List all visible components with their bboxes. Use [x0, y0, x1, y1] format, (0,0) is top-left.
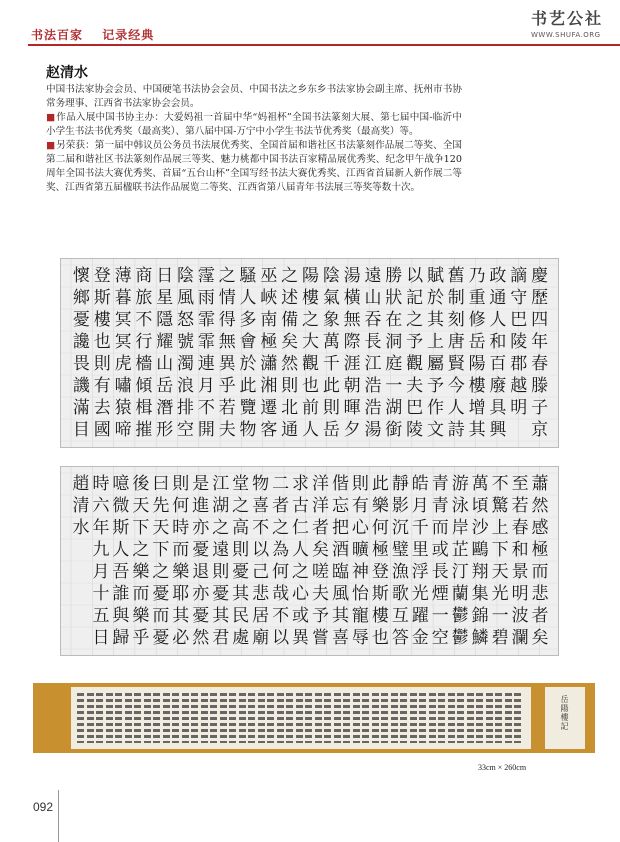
calligraphy-column: 曰先天下之憂而憂: [152, 474, 170, 648]
scroll-text-column: [391, 693, 398, 743]
scroll-text-column: [163, 693, 170, 743]
scroll-text-column: [486, 693, 493, 743]
calligraphy-column: 則何時而樂耶其必: [172, 474, 190, 648]
site-logo: [531, 6, 609, 40]
scroll-text-column: [77, 693, 84, 743]
bio-awards-paragraph: [46, 139, 462, 195]
calligraphy-column: 騷人多會於此覽物: [239, 266, 257, 440]
calligraphy-column: 乃重修岳陽樓增其: [468, 266, 486, 440]
scroll-text-column: [353, 693, 360, 743]
scroll-text-column: [296, 693, 303, 743]
square-bullet-icon: ■: [46, 140, 56, 151]
scroll-text-column: [134, 693, 141, 743]
scroll-text-column: [258, 693, 265, 743]
calligraphy-column: 游泳岸芷汀蘭鬱鬱: [451, 474, 469, 648]
header-divider: [28, 44, 620, 46]
scroll-text-column: [210, 693, 217, 743]
page-number-rule: [58, 790, 59, 842]
calligraphy-column: 青青而或長煙一空: [431, 474, 449, 648]
scroll-text-column: [457, 693, 464, 743]
calligraphy-column: 皓月千里浮光躍金: [411, 474, 429, 648]
scroll-title: 岳陽樓記: [560, 695, 569, 731]
calligraphy-column: 慶歷四年春滕子京: [531, 266, 549, 440]
scroll-text-column: [220, 693, 227, 743]
calligraphy-column: 日星隱耀山岳潛形: [156, 266, 174, 440]
scroll-text-column: [495, 693, 502, 743]
calligraphy-column: 政通人和百廢具興: [489, 266, 507, 440]
calligraphy-column: 陽樓之大觀也前人: [302, 266, 319, 440]
calligraphy-column: 後天下之樂而樂乎: [132, 474, 150, 648]
scroll-text-column: [267, 693, 274, 743]
calligraphy-column: 洋洋者矣嗟夫予嘗: [311, 474, 329, 648]
scroll-text-column: [239, 693, 246, 743]
scroll-text-column: [144, 693, 151, 743]
section-breadcrumb: [31, 26, 168, 43]
scroll-text-column: [153, 693, 160, 743]
calligraphy-column: 是進亦憂退亦憂然: [192, 474, 210, 648]
square-bullet-icon: ■: [46, 112, 56, 123]
scroll-text-column: [106, 693, 113, 743]
calligraphy-column: 登斯樓也則有去國: [93, 266, 111, 440]
calligraphy-panel-bottom: [60, 466, 559, 656]
calligraphy-column: 則有心曠神怡寵辱: [351, 474, 369, 648]
calligraphy-column: 懷鄉憂讒畏譏滿目: [72, 266, 90, 440]
calligraphy-column: 蕭然感極而悲者矣: [531, 474, 549, 648]
scroll-text-column: [324, 693, 331, 743]
calligraphy-column: 霪雨霏霏連月不開: [197, 266, 215, 440]
scroll-text-column: [96, 693, 103, 743]
scroll-text-column: [438, 693, 445, 743]
scroll-text-column: [400, 693, 407, 743]
calligraphy-column: 求古仁人之心或異: [292, 474, 310, 648]
calligraphy-column: 巫峽南極瀟湘遷客: [260, 266, 278, 440]
scroll-text-column: [87, 693, 94, 743]
calligraphy-column: 堂之高則憂其民處: [232, 474, 250, 648]
calligraphy-column: 時六年九月十五日: [92, 474, 110, 648]
scroll-paper: [71, 687, 531, 749]
scroll-text-column: [372, 693, 379, 743]
scroll-text-column: [182, 693, 189, 743]
scroll-text-column: [362, 693, 369, 743]
calligraphy-column: 遠山吞長江浩浩湯: [364, 266, 382, 440]
bio-awards: 另荣获：第一届中韩议员公务员书法展优秀奖、全国首届和谐社区书法篆刻作品展二等奖、全国第二届和谐社区书法篆刻作品展三等奖、魅力桃都中国书法百家精品展优秀奖、纪念甲午战争120周年全国书法大赛优秀奖、首届“五台山杯”全国写经书法大赛优秀奖、江西省首届新人新作展二等奖、江西省第五届楹联书法作品展览二等奖、江西省第八届青年书法展三等奖等数十次。: [46, 140, 462, 193]
bio-exhibitions: 作品入展中国书协主办：大爱妈祖一首届中华“妈祖杯”全国书法篆刻大展、第七届中国-临沂中小学生书法书优秀奖（最高奖）、第八届中国-万宁中小学生书法节优秀奖（最高奖）等。: [46, 112, 462, 137]
calligraphy-column: 商旅不行檣傾楫摧: [135, 266, 153, 440]
calligraphy-column: 噫微斯人吾誰與歸: [112, 474, 130, 648]
bio-exhibitions-paragraph: [46, 111, 462, 139]
artwork-size: 33cm × 260cm: [478, 763, 527, 772]
scroll-text-column: [334, 693, 341, 743]
subsection-title: 记录经典: [102, 28, 155, 42]
calligraphy-column: 謫守巴陵郡越明: [510, 266, 528, 418]
scroll-text-column: [476, 693, 483, 743]
bio-membership: 中国书法家协会会员、中国硬笔书法协会会员、中国书法之乡东乡书法家协会副主席、抚州市书协常务理事、江西省书法家协会会员。: [46, 84, 462, 109]
calligraphy-column: 陰風怒號濁浪排空: [177, 266, 195, 440]
calligraphy-column: 不驚上下天光一碧: [491, 474, 509, 648]
calligraphy-column: 江湖之遠則憂其君: [212, 474, 230, 648]
calligraphy-column: 賦於其上屬予作文: [426, 266, 444, 440]
scroll-text-column: [419, 693, 426, 743]
calligraphy-column: 至若春和景明波瀾: [511, 474, 529, 648]
calligraphy-column: 偕忘把酒臨風其喜: [331, 474, 349, 648]
scroll-text-column: [115, 693, 122, 743]
scroll-text-column: [448, 693, 455, 743]
calligraphy-column: 舊制刻唐賢今人詩: [447, 266, 465, 440]
calligraphy-column: 之情得無異乎若夫: [218, 266, 236, 440]
calligraphy-column: 此樂何極登斯樓也: [371, 474, 389, 648]
scroll-text-column: [410, 693, 417, 743]
calligraphy-column: 之述備矣然則北通: [281, 266, 299, 440]
scroll-text-column: [125, 693, 132, 743]
scroll-text-column: [286, 693, 293, 743]
scroll-text-column: [277, 693, 284, 743]
calligraphy-column: 趙清水: [72, 474, 90, 538]
scroll-text-column: [505, 693, 512, 743]
full-scroll-thumbnail: [33, 683, 595, 753]
page-header: [0, 0, 620, 48]
calligraphy-column: 以記之予觀夫巴陵: [406, 266, 424, 440]
calligraphy-column: 萬頃沙鷗翔集錦鱗: [471, 474, 489, 648]
artist-name: 赵清水: [46, 65, 88, 81]
scroll-text-column: [191, 693, 198, 743]
artist-bio: [46, 83, 462, 195]
scroll-text-column: [305, 693, 312, 743]
logo-mark: 书艺公社: [531, 9, 604, 28]
scroll-text-column: [467, 693, 474, 743]
scroll-text-column: [315, 693, 322, 743]
calligraphy-column: 靜影沉璧漁歌互答: [391, 474, 409, 648]
calligraphy-column: 陰氣象萬千此則岳: [322, 266, 340, 440]
calligraphy-column: 二者之為何哉不以: [272, 474, 290, 648]
page-number: 092: [33, 800, 54, 814]
scroll-text-column: [201, 693, 208, 743]
scroll-text-column: [514, 693, 521, 743]
calligraphy-column: 勝狀在洞庭一湖銜: [385, 266, 403, 440]
scroll-text-column: [172, 693, 179, 743]
scroll-text-column: [381, 693, 388, 743]
scroll-text-column: [248, 693, 255, 743]
calligraphy-column: 物喜不以己悲居廟: [252, 474, 270, 648]
calligraphy-panel-top: [60, 258, 559, 448]
scroll-text-column: [229, 693, 236, 743]
calligraphy-column: 薄暮冥冥虎嘯猿啼: [114, 266, 132, 440]
logo-url: WWW.SHUFA.ORG: [531, 31, 601, 39]
scroll-text-column: [343, 693, 350, 743]
scroll-title-panel: [545, 687, 585, 749]
section-title: 书法百家: [31, 28, 84, 42]
calligraphy-column: 湯橫無際涯朝暉夕: [343, 266, 361, 440]
scroll-text-column: [429, 693, 436, 743]
